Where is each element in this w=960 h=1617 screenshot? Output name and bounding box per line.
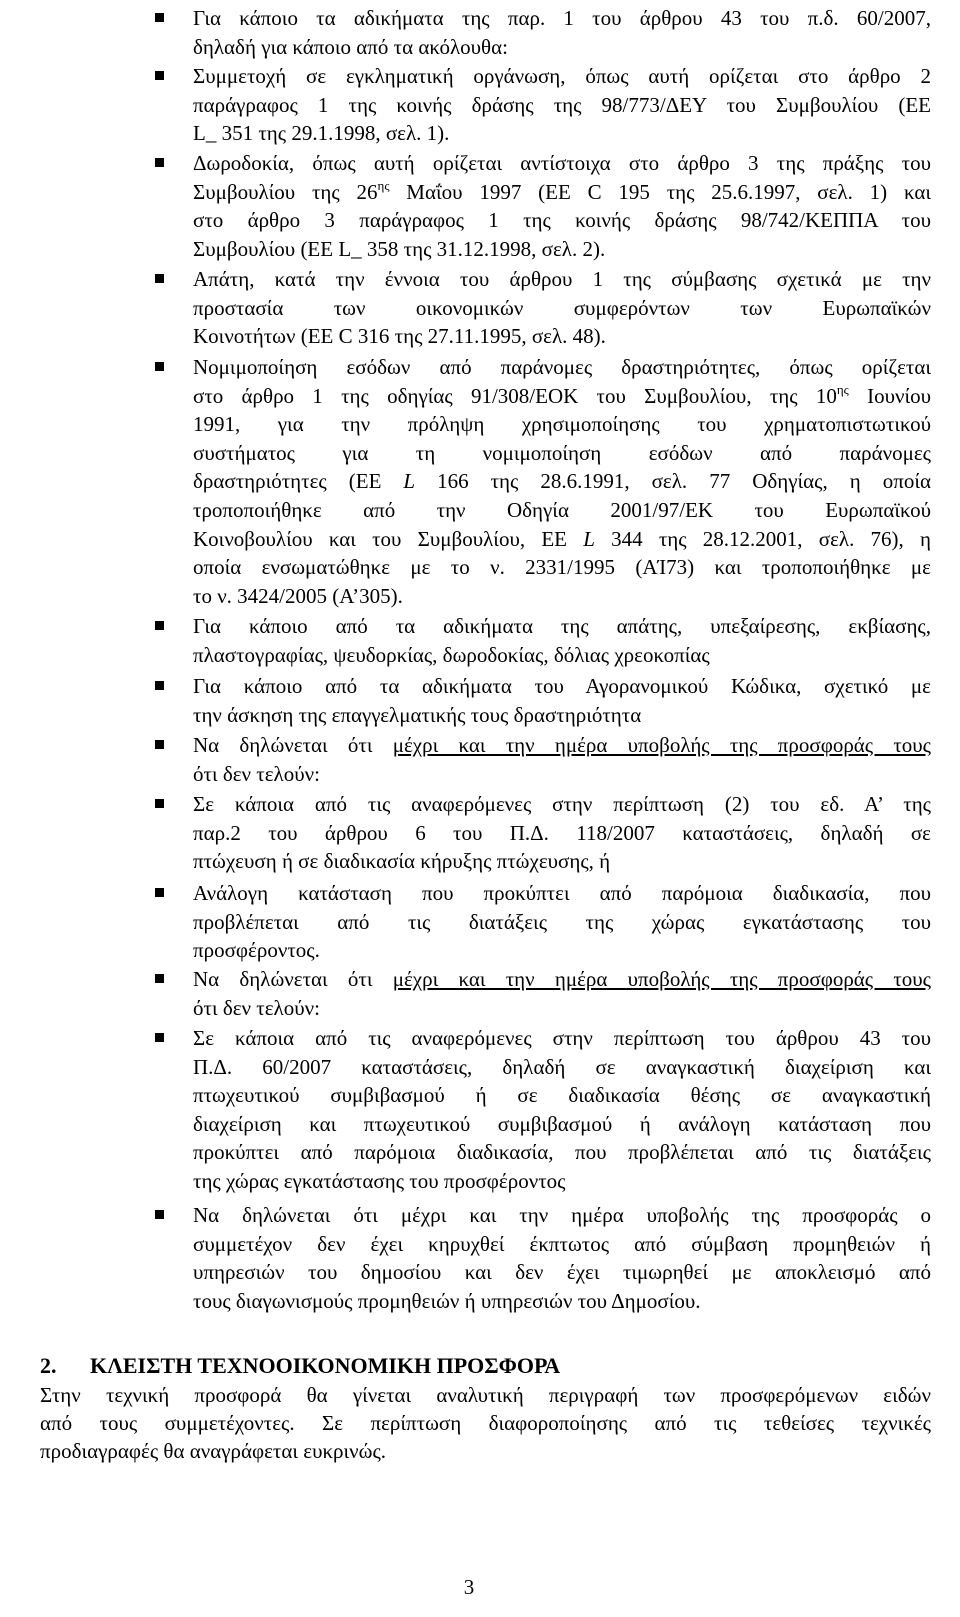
- text-line: προσφέροντος.: [193, 938, 320, 963]
- square-bullet-icon: [155, 888, 164, 897]
- list-item-text: [193, 1201, 931, 1315]
- text-line: ότι δεν τελούν:: [193, 995, 320, 1020]
- text-line: παρ.2 του άρθρου 6 του Π.Δ. 118/2007 καταστάσεις, δηλαδή σε: [193, 820, 931, 845]
- text-line: τροποποιήθηκε από την Οδηγία 2001/97/ΕΚ του Ευρωπαϊκού: [193, 497, 931, 522]
- text-line: προκύπτει από παρόμοια διαδικασία, που προβλέπεται από τις διατάξεις: [193, 1140, 931, 1165]
- text-line: Απάτη, κατά την έννοια του άρθρου 1 της σύμβασης σχετικά με την: [193, 267, 931, 291]
- text-line: ότι δεν τελούν:: [193, 761, 320, 786]
- text-line: το ν. 3424/2005 (Α’305).: [193, 583, 403, 608]
- list-item-text: [193, 672, 931, 729]
- list-item-text: [193, 790, 931, 876]
- square-bullet-icon: [155, 362, 164, 371]
- list-item-text: [193, 149, 931, 263]
- square-bullet-icon: [155, 13, 164, 22]
- text-line: προβλέπεται από τις διατάξεις της χώρας εγκατάστασης του: [193, 909, 931, 934]
- section-paragraph: [40, 1381, 931, 1465]
- text-line: Συμμετοχή σε εγκληματική οργάνωση, όπως αυτή ορίζεται στο άρθρο 2: [193, 64, 931, 88]
- square-bullet-icon: [155, 799, 164, 808]
- text-line: πτώχευση ή σε διαδικασία κήρυξης πτώχευσης, ή: [193, 849, 611, 874]
- list-item-text: [193, 1024, 931, 1196]
- text-line: Να δηλώνεται ότι μέχρι και την ημέρα υποβολής της προσφοράς τους: [193, 967, 931, 991]
- text-line: παράγραφος 1 της κοινής δράσης της 98/773/ΔΕΥ του Συμβουλίου (ΕΕ: [193, 92, 931, 117]
- text-line: Για κάποιο τα αδικήματα της παρ. 1 του άρθρου 43 του π.δ. 60/2007,: [193, 6, 931, 30]
- list-item-text: [193, 965, 931, 1022]
- text-line: Να δηλώνεται ότι μέχρι και την ημέρα υποβολής της προσφοράς ο: [193, 1203, 931, 1227]
- italic-text: L: [403, 469, 416, 494]
- superscript: ης: [377, 177, 390, 193]
- text-line: υπηρεσιών του δημοσίου και δεν έχει τιμωρηθεί με αποκλεισμό από: [193, 1260, 931, 1285]
- text-line: Κοινοβουλίου και του Συμβουλίου, ΕΕ L 344 της 28.12.2001, σελ. 76), η: [193, 526, 931, 551]
- list-item-text: [193, 62, 931, 148]
- text-line: Δωροδοκία, όπως αυτή ορίζεται αντίστοιχα στο άρθρο 3 της πράξης του: [193, 151, 931, 175]
- text-line: Να δηλώνεται ότι μέχρι και την ημέρα υποβολής της προσφοράς τους: [193, 733, 931, 757]
- text-line: στο άρθρο 3 παράγραφος 1 της κοινής δράσης 98/742/ΚΕΠΠΑ του: [193, 208, 931, 233]
- text-line: στο άρθρο 1 της οδηγίας 91/308/ΕΟΚ του Συμβουλίου, της $10^{\eta\varsigma}$ Ιουνίου: [193, 381, 932, 408]
- text-line: Συμβουλίου της $26^{\eta\varsigma}$ Μαΐου 1997 (ΕΕ C 195 της 25.6.1997, σελ. 1) και: [193, 177, 931, 204]
- text-line: οποία ενσωματώθηκε με το ν. 2331/1995 (ΑΊ73) και τροποποιήθηκε με: [193, 555, 931, 580]
- text-line: Συμβουλίου (ΕΕ L_ 358 της 31.12.1998, σελ. 2).: [193, 236, 606, 261]
- text-line: Σε κάποια από τις αναφερόμενες στην περίπτωση (2) του εδ. Α’ της: [193, 792, 931, 816]
- square-bullet-icon: [155, 1033, 164, 1042]
- paragraph-line: από τους συμμετέχοντες. Σε περίπτωση διαφοροποίησης από τις τεθείσες τεχνικές: [40, 1411, 931, 1435]
- paragraph-line: προδιαγραφές θα αναγράφεται ευκρινώς.: [40, 1439, 387, 1463]
- underlined-text: μέχρι και την ημέρα υποβολής της προσφοράς τους: [392, 733, 931, 757]
- text-line: τους διαγωνισμούς προμηθειών ή υπηρεσιών του Δημοσίου.: [193, 1288, 701, 1313]
- list-item-text: [193, 4, 931, 61]
- square-bullet-icon: [155, 158, 164, 167]
- text-line: Ανάλογη κατάσταση που προκύπτει από παρόμοια διαδικασία, που: [193, 881, 931, 905]
- square-bullet-icon: [155, 71, 164, 80]
- list-item-text: [193, 265, 931, 351]
- section-title: ΚΛΕΙΣΤΗ ΤΕΧΝΟΟΙΚΟΝΟΜΙΚΗ ΠΡΟΣΦΟΡΑ: [90, 1353, 561, 1378]
- square-bullet-icon: [155, 681, 164, 690]
- square-bullet-icon: [155, 740, 164, 749]
- square-bullet-icon: [155, 974, 164, 983]
- text-line: L_ 351 της 29.1.1998, σελ. 1).: [193, 121, 450, 146]
- section-number: 2.: [40, 1353, 57, 1378]
- section-heading: [40, 1352, 560, 1380]
- list-item-text: [193, 612, 931, 669]
- text-line: Κοινοτήτων (ΕΕ C 316 της 27.11.1995, σελ. 48).: [193, 324, 606, 349]
- text-line: συστήματος για τη νομιμοποίηση εσόδων από παράνομες: [193, 440, 931, 465]
- superscript: ης: [836, 381, 849, 397]
- list-item-text: [193, 879, 931, 965]
- text-line: Για κάποιο από τα αδικήματα της απάτης, υπεξαίρεσης, εκβίασης,: [193, 614, 931, 638]
- text-line: Για κάποιο από τα αδικήματα του Αγορανομικού Κώδικα, σχετικό με: [193, 674, 931, 698]
- underlined-text: μέχρι και την ημέρα υποβολής της προσφοράς τους: [392, 967, 931, 991]
- page-number: 3: [463, 1575, 475, 1599]
- paragraph-line: Στην τεχνική προσφορά θα γίνεται αναλυτική περιγραφή των προσφερόμενων ειδών: [40, 1383, 931, 1407]
- text-line: δηλαδή για κάποιο από τα ακόλουθα:: [193, 34, 508, 59]
- text-line: την άσκηση της επαγγελματικής τους δραστηριότητα: [193, 702, 642, 727]
- square-bullet-icon: [155, 1210, 164, 1219]
- square-bullet-icon: [155, 274, 164, 283]
- text-line: της χώρας εγκατάστασης του προσφέροντος: [193, 1168, 566, 1193]
- text-line: Σε κάποια από τις αναφερόμενες στην περίπτωση του άρθρου 43 του: [193, 1026, 931, 1050]
- text-line: προστασία των οικονομικών συμφερόντων των Ευρωπαϊκών: [193, 295, 931, 320]
- text-line: πτωχευτικού συμβιβασμού ή σε διαδικασία θέσης σε αναγκαστική: [193, 1083, 931, 1108]
- text-line: διαχείριση και πτωχευτικού συμβιβασμού ή ανάλογη κατάσταση που: [193, 1111, 931, 1136]
- text-line: 1991, για την πρόληψη χρησιμοποίησης του χρηματοπιστωτικού: [193, 412, 931, 437]
- square-bullet-icon: [155, 621, 164, 630]
- text-line: συμμετέχον δεν έχει κηρυχθεί έκπτωτος από σύμβαση προμηθειών ή: [193, 1231, 931, 1256]
- text-line: δραστηριότητες (ΕΕ L 166 της 28.6.1991, σελ. 77 Οδηγίας, η οποία: [193, 469, 931, 494]
- text-line: Νομιμοποίηση εσόδων από παράνομες δραστηριότητες, όπως ορίζεται: [193, 355, 931, 379]
- italic-text: L: [583, 526, 595, 551]
- text-line: Π.Δ. 60/2007 καταστάσεις, δηλαδή σε αναγκαστική διαχείριση και: [193, 1054, 931, 1079]
- list-item-text: [193, 353, 931, 610]
- list-item-text: [193, 731, 931, 788]
- text-line: πλαστογραφίας, ψευδορκίας, δωροδοκίας, δόλιας χρεοκοπίας: [193, 642, 710, 667]
